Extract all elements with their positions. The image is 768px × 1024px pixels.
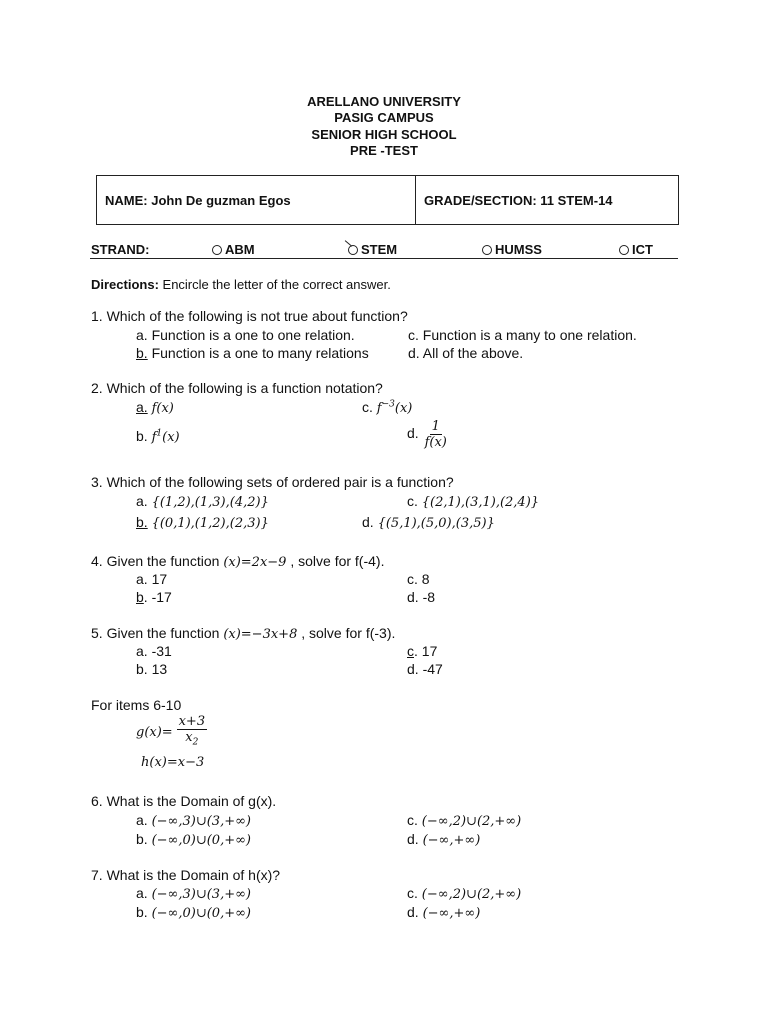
strand-option-abm[interactable]: ABM xyxy=(212,242,255,257)
strand-label: STRAND: xyxy=(91,242,150,257)
q7-choice-b[interactable]: b. (−∞,0)∪(0,+∞) xyxy=(136,904,252,921)
question-1: 1. Which of the following is not true about function? xyxy=(91,308,408,324)
q5-choice-b[interactable]: b. 13 xyxy=(136,661,168,677)
strand-option-ict[interactable]: ICT xyxy=(619,242,653,257)
directions-text: Encircle the letter of the correct answer. xyxy=(158,277,391,292)
q2-choice-b[interactable]: b. $f^1(x)$ xyxy=(136,428,180,445)
q4-choice-a[interactable]: a. 17 xyxy=(136,571,168,587)
q4-choice-b[interactable]: b. -17 xyxy=(136,589,172,605)
q2-choice-a[interactable]: a. f(x) xyxy=(136,399,174,416)
q3-choice-d[interactable]: d. {(5,1),(5,0),(3,5)} xyxy=(362,514,495,531)
strand-option-stem[interactable]: STEM xyxy=(348,242,397,257)
q1-choice-c[interactable]: c. Function is a many to one relation. xyxy=(408,327,637,343)
q1-choice-d[interactable]: d. All of the above. xyxy=(408,345,524,361)
university-name: ARELLANO UNIVERSITY xyxy=(307,94,461,109)
q5-choice-d[interactable]: d. -47 xyxy=(407,661,443,677)
question-3: 3. Which of the following sets of ordered pair is a function? xyxy=(91,474,454,490)
q6-choice-a[interactable]: a. (−∞,3)∪(3,+∞) xyxy=(136,812,252,829)
q2-choice-d[interactable]: d. $\frac{1}{f(x)}$ xyxy=(407,419,447,450)
q4-choice-d[interactable]: d. -8 xyxy=(407,589,436,605)
q7-choice-c[interactable]: c. (−∞,2)∪(2,+∞) xyxy=(407,885,522,902)
q3-choice-c[interactable]: c. {(2,1),(3,1),(2,4)} xyxy=(407,493,540,510)
q3-choice-b[interactable]: b. {(0,1),(1,2),(2,3)} xyxy=(136,514,269,531)
radio-circle-icon xyxy=(482,245,492,255)
q5-choice-c[interactable]: c. 17 xyxy=(407,643,438,659)
q7-choice-d[interactable]: d. (−∞,+∞) xyxy=(407,904,481,921)
strand-underline xyxy=(90,258,678,259)
directions-label: Directions: xyxy=(91,277,159,292)
radio-checked-icon xyxy=(348,245,358,255)
q3-choice-a[interactable]: a. {(1,2),(1,3),(4,2)} xyxy=(136,493,269,510)
fraction: $\frac{x+3}{x_2}$ xyxy=(178,714,206,748)
function-g: g(x)= $\frac{x+3}{x_2}$ xyxy=(136,714,207,751)
q6-choice-b[interactable]: b. (−∞,0)∪(0,+∞) xyxy=(136,831,252,848)
radio-circle-icon xyxy=(619,245,629,255)
q4-choice-c[interactable]: c. 8 xyxy=(407,571,430,587)
q7-choice-a[interactable]: a. (−∞,3)∪(3,+∞) xyxy=(136,885,252,902)
directions xyxy=(91,277,391,292)
radio-circle-icon xyxy=(212,245,222,255)
question-2: 2. Which of the following is a function notation? xyxy=(91,380,383,396)
q5-choice-a[interactable]: a. -31 xyxy=(136,643,172,659)
student-info-box xyxy=(96,175,679,225)
strand-option-humss[interactable]: HUMSS xyxy=(482,242,542,257)
q2-choice-c[interactable]: c. $f^{-3}(x)$ xyxy=(362,399,413,416)
school-name: SENIOR HIGH SCHOOL xyxy=(311,127,457,142)
function-h: h(x)=x−3 xyxy=(141,755,205,770)
q1-choice-b[interactable]: b. Function is a one to many relations xyxy=(136,345,369,361)
campus-name: PASIG CAMPUS xyxy=(334,110,434,125)
fraction: $\frac{1}{f(x)}$ xyxy=(424,419,447,450)
question-6: 6. What is the Domain of g(x). xyxy=(91,793,277,809)
q6-choice-c[interactable]: c. (−∞,2)∪(2,+∞) xyxy=(407,812,522,829)
test-title: PRE -TEST xyxy=(350,143,418,158)
grade-section: GRADE/SECTION: 11 STEM-14 xyxy=(415,176,678,224)
q1-choice-a[interactable]: a. Function is a one to one relation. xyxy=(136,327,355,343)
items-6-10-heading: For items 6-10 xyxy=(91,697,182,713)
question-4: 4. Given the function (x)=2x−9 , solve for f(-4). xyxy=(91,553,385,570)
student-name: NAME: John De guzman Egos xyxy=(105,192,291,208)
question-5: 5. Given the function (x)=−3x+8 , solve for f(-3). xyxy=(91,625,396,642)
q6-choice-d[interactable]: d. (−∞,+∞) xyxy=(407,831,481,848)
question-7: 7. What is the Domain of h(x)? xyxy=(91,867,281,883)
